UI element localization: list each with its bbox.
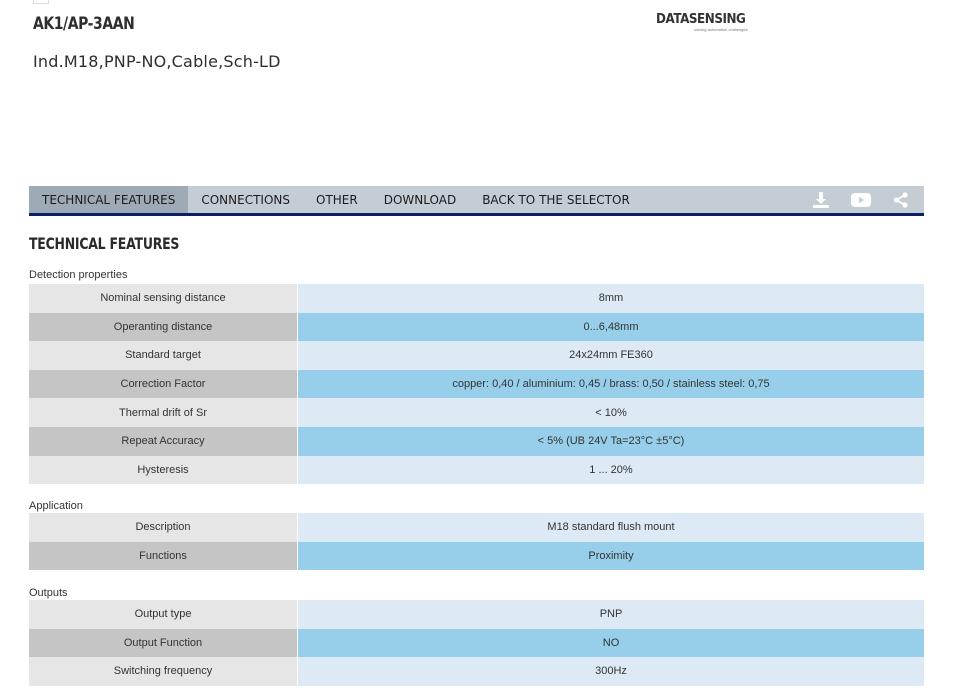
table-row [29, 398, 924, 427]
row-label: Switching frequency [29, 657, 298, 686]
row-value: 300Hz [298, 657, 924, 686]
row-label: Output Function [29, 629, 298, 658]
table-row [29, 341, 924, 370]
row-value: Proximity [298, 542, 924, 571]
datasensing-logo[interactable] [656, 12, 748, 34]
table-row [29, 629, 924, 658]
tab-download[interactable]: DOWNLOAD [383, 192, 457, 207]
nav-icon-group [810, 186, 924, 213]
group-title-outputs: Outputs [29, 587, 68, 599]
row-value: copper: 0,40 / aluminium: 0,45 / brass: 0,50 / stainless steel: 0,75 [298, 370, 924, 399]
table-row [29, 456, 924, 485]
table-row [29, 313, 924, 342]
tab-back-to-selector[interactable]: BACK TO THE SELECTOR [482, 192, 630, 207]
table-row [29, 542, 924, 571]
row-value: 8mm [298, 284, 924, 313]
row-value: < 5% (UB 24V Ta=23°C ±5°C) [298, 427, 924, 456]
section-title: TECHNICAL FEATURES [29, 234, 180, 253]
table-row [29, 513, 924, 542]
row-label: Description [29, 513, 298, 542]
product-description: Ind.M18,PNP-NO,Cable,Sch-LD [33, 52, 281, 71]
row-label: Operanting distance [29, 313, 298, 342]
table-row [29, 284, 924, 313]
application-table [29, 513, 924, 570]
product-nav-bar [29, 186, 924, 216]
row-value: PNP [298, 600, 924, 629]
table-row [29, 657, 924, 686]
row-label: Thermal drift of Sr [29, 398, 298, 427]
youtube-icon[interactable] [850, 190, 872, 210]
share-icon[interactable] [890, 190, 912, 210]
row-value: 0...6,48mm [298, 313, 924, 342]
table-row [29, 370, 924, 399]
row-value: < 10% [298, 398, 924, 427]
tab-technical-features[interactable]: TECHNICAL FEATURES [29, 186, 188, 213]
detection-properties-table [29, 284, 924, 484]
group-title-detection-properties: Detection properties [29, 269, 128, 281]
row-value: M18 standard flush mount [298, 513, 924, 542]
row-label: Nominal sensing distance [29, 284, 298, 313]
row-value: 24x24mm FE360 [298, 341, 924, 370]
outputs-table [29, 600, 924, 686]
row-label: Output type [29, 600, 298, 629]
row-label: Repeat Accuracy [29, 427, 298, 456]
row-label: Functions [29, 542, 298, 571]
product-code: AK1/AP-3AAN [33, 14, 135, 34]
download-icon[interactable] [810, 190, 832, 210]
tab-other[interactable]: OTHER [316, 192, 358, 207]
table-row [29, 427, 924, 456]
row-label: Standard target [29, 341, 298, 370]
group-title-application: Application [29, 500, 83, 512]
table-row [29, 600, 924, 629]
top-edge-mark [33, 0, 49, 4]
logo-text: DATASENSING [656, 12, 746, 27]
row-label: Hysteresis [29, 456, 298, 485]
row-value: NO [298, 629, 924, 658]
tab-connections[interactable]: CONNECTIONS [201, 192, 290, 207]
row-value: 1 ... 20% [298, 456, 924, 485]
row-label: Correction Factor [29, 370, 298, 399]
logo-tagline: solving automation challenges [694, 27, 748, 32]
